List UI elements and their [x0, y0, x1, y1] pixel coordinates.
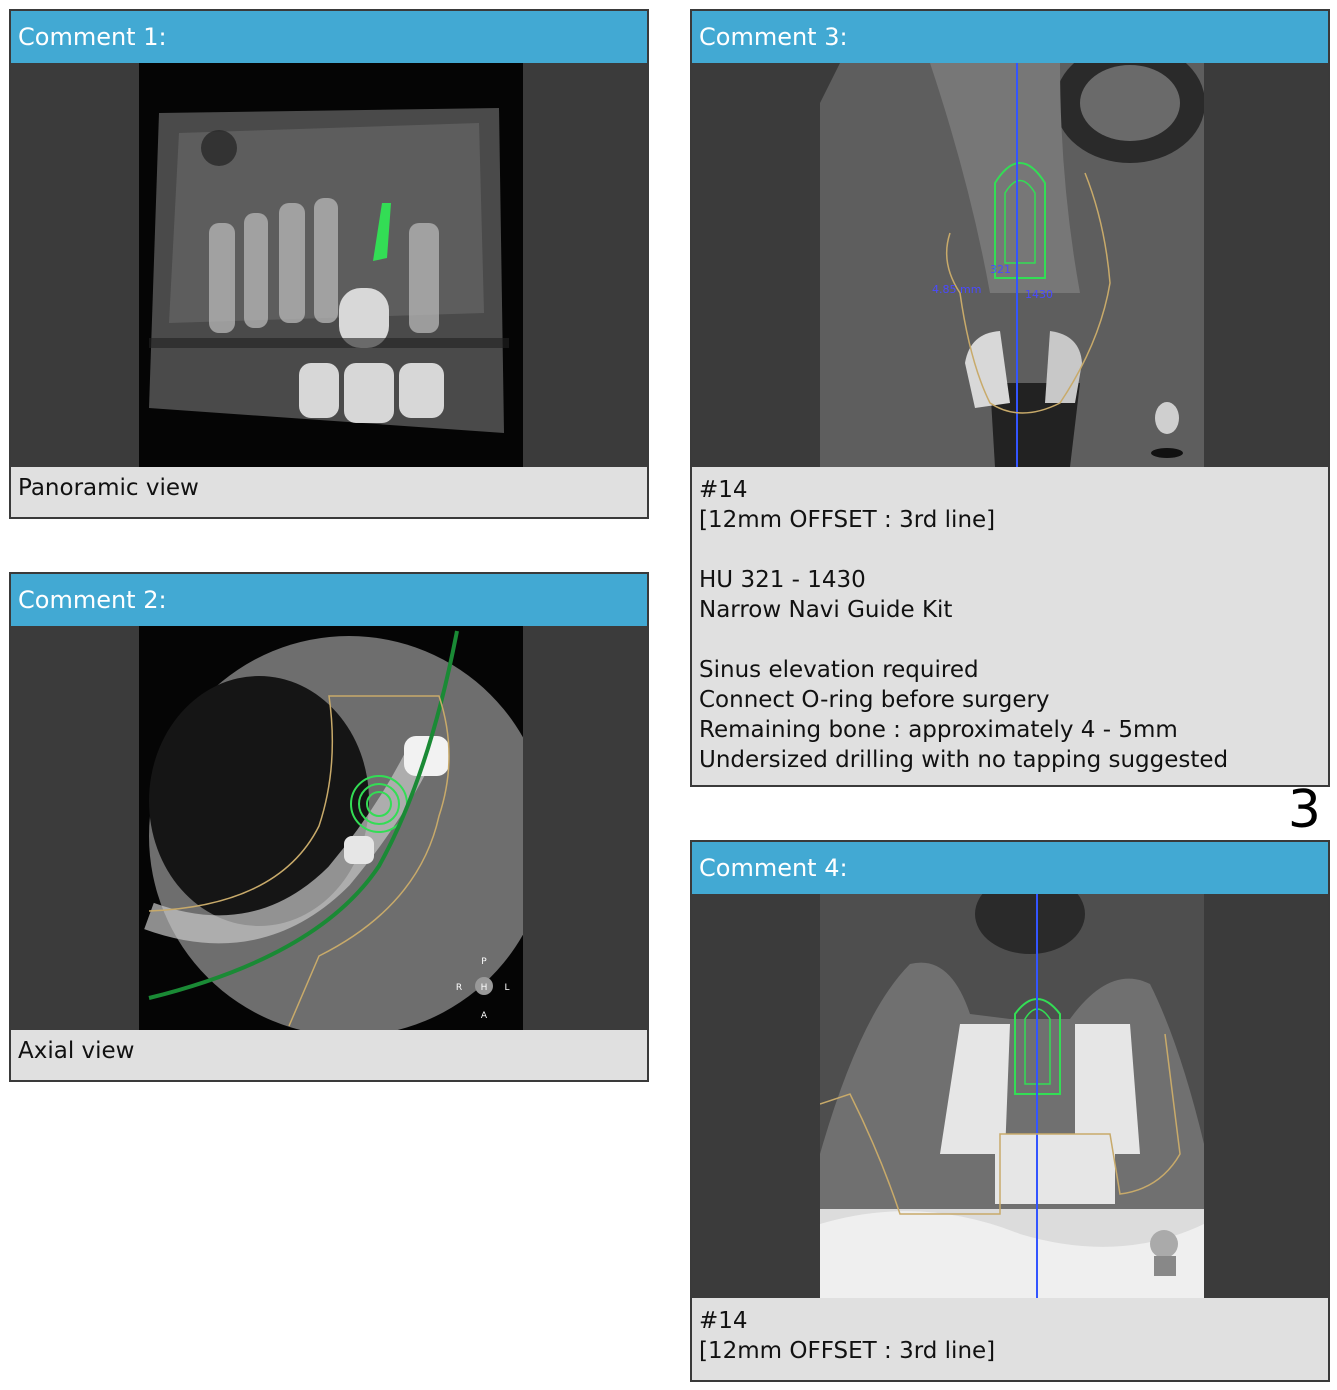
panel-title: Comment 4:	[692, 842, 1328, 894]
panel-caption	[11, 465, 647, 517]
panel-title: Comment 1:	[11, 11, 647, 63]
tangential-ct-image	[820, 894, 1204, 1298]
axial-ct-image	[139, 626, 523, 1030]
caption-line: #14	[699, 477, 748, 503]
caption-line: Undersized drilling with no tapping suggested	[699, 747, 1229, 773]
panel-image-area	[11, 63, 647, 467]
orientation-label-a: A	[480, 1011, 488, 1021]
caption-line: [12mm OFFSET : 3rd line]	[699, 1338, 996, 1364]
comment-panel-2	[9, 572, 649, 1082]
measurement-label: 1430	[1025, 288, 1053, 301]
panel-caption	[692, 467, 1328, 783]
comment-panel-4	[690, 840, 1330, 1382]
caption-line: Remaining bone : approximately 4 - 5mm	[699, 717, 1178, 743]
orientation-label-p: P	[481, 957, 487, 967]
panoramic-ct-image	[139, 63, 523, 467]
panel-image-area	[11, 626, 647, 1030]
panel-image-area	[692, 63, 1328, 467]
caption-line: Sinus elevation required	[699, 657, 979, 683]
caption-line	[699, 535, 1321, 565]
panel-image-area	[692, 894, 1328, 1298]
panel-caption	[692, 1298, 1328, 1374]
panel-title: Comment 3:	[692, 11, 1328, 63]
caption-line: Connect O-ring before surgery	[699, 687, 1050, 713]
caption-line: #14	[699, 1308, 748, 1334]
caption-line: [12mm OFFSET : 3rd line]	[699, 507, 996, 533]
orientation-label-l: L	[504, 983, 510, 993]
comment-panel-1	[9, 9, 649, 519]
panel-caption	[11, 1028, 647, 1080]
measurement-label: 321	[990, 263, 1011, 276]
caption-line: Axial view	[18, 1038, 135, 1064]
cross-section-ct-image	[820, 63, 1204, 467]
caption-line: HU 321 - 1430	[699, 567, 866, 593]
caption-line: Panoramic view	[18, 475, 199, 501]
measurement-label: 4.85 mm	[932, 283, 982, 296]
orientation-label-h: H	[480, 983, 488, 993]
page-number: 3	[1287, 780, 1321, 840]
orientation-label-r: R	[455, 983, 463, 993]
panel-title: Comment 2:	[11, 574, 647, 626]
caption-line: Narrow Navi Guide Kit	[699, 597, 953, 623]
caption-line	[699, 625, 1321, 655]
comment-panel-3	[690, 9, 1330, 787]
